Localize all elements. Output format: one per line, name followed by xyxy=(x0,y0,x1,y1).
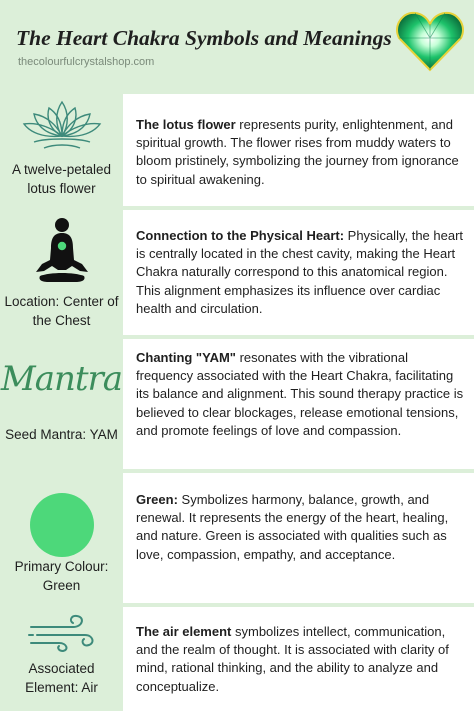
site-url: thecolourfulcrystalshop.com xyxy=(18,56,155,68)
colour-text: Symbolizes harmony, balance, growth, and renewal. It represents the energy of the heart, healing, and nature. Green is associated with qualities such as love, compassion, empathy, and acceptance. xyxy=(136,492,449,562)
mantra-label: Seed Mantra: YAM xyxy=(5,427,118,442)
colour-bold: Green: xyxy=(136,492,178,507)
lotus-description xyxy=(136,116,466,189)
page-title: The Heart Chakra Symbols and Meanings xyxy=(16,26,392,50)
mantra-script: Mantra xyxy=(0,359,123,399)
element-description xyxy=(136,623,466,696)
wind-icon xyxy=(27,613,97,653)
location-label: Location: Center of the Chest xyxy=(4,294,119,328)
colour-description xyxy=(136,491,466,564)
lotus-icon xyxy=(22,96,102,154)
row-mantra xyxy=(0,339,474,469)
colour-label: Primary Colour: Green xyxy=(14,559,109,593)
header xyxy=(0,0,474,90)
location-description xyxy=(136,227,466,318)
mantra-description xyxy=(136,349,466,440)
green-circle-icon xyxy=(29,492,95,558)
location-text: Physically, the heart is centrally located in the chest cavity, making the Heart Chakra naturally correspond to this anatomical region. This alignment emphasizes its influence over cardiac health and circulation. xyxy=(136,228,464,316)
mantra-bold: Chanting "YAM" xyxy=(136,350,236,365)
element-label: Associated Element: Air xyxy=(25,661,98,695)
meditation-figure-icon xyxy=(32,216,92,286)
row-lotus xyxy=(0,94,474,206)
lotus-label: A twelve-petaled lotus flower xyxy=(11,162,112,196)
location-bold: Connection to the Physical Heart: xyxy=(136,228,345,243)
row-element xyxy=(0,607,474,711)
row-colour xyxy=(0,473,474,603)
element-text: symbolizes intellect, communication, and the realm of thought. It is associated with clarity of mind, rational thinking, and the ability to analyze and conceptualize. xyxy=(136,624,449,694)
element-bold: The air element xyxy=(136,624,232,639)
row-location xyxy=(0,210,474,335)
mantra-text: resonates with the vibrational frequency associated with the Heart Chakra, facilitating its balance and alignment. This sound therapy practice is believed to clear blockages, release emotional tensions, and promote feelings of love and compassion. xyxy=(136,350,464,438)
lotus-text: represents purity, enlightenment, and spiritual growth. The flower rises from muddy waters to bloom pristinely, symbolizing the journey from ignorance to spiritual awakening. xyxy=(136,117,459,187)
heart-gem-icon xyxy=(395,8,465,74)
lotus-bold: The lotus flower xyxy=(136,117,236,132)
